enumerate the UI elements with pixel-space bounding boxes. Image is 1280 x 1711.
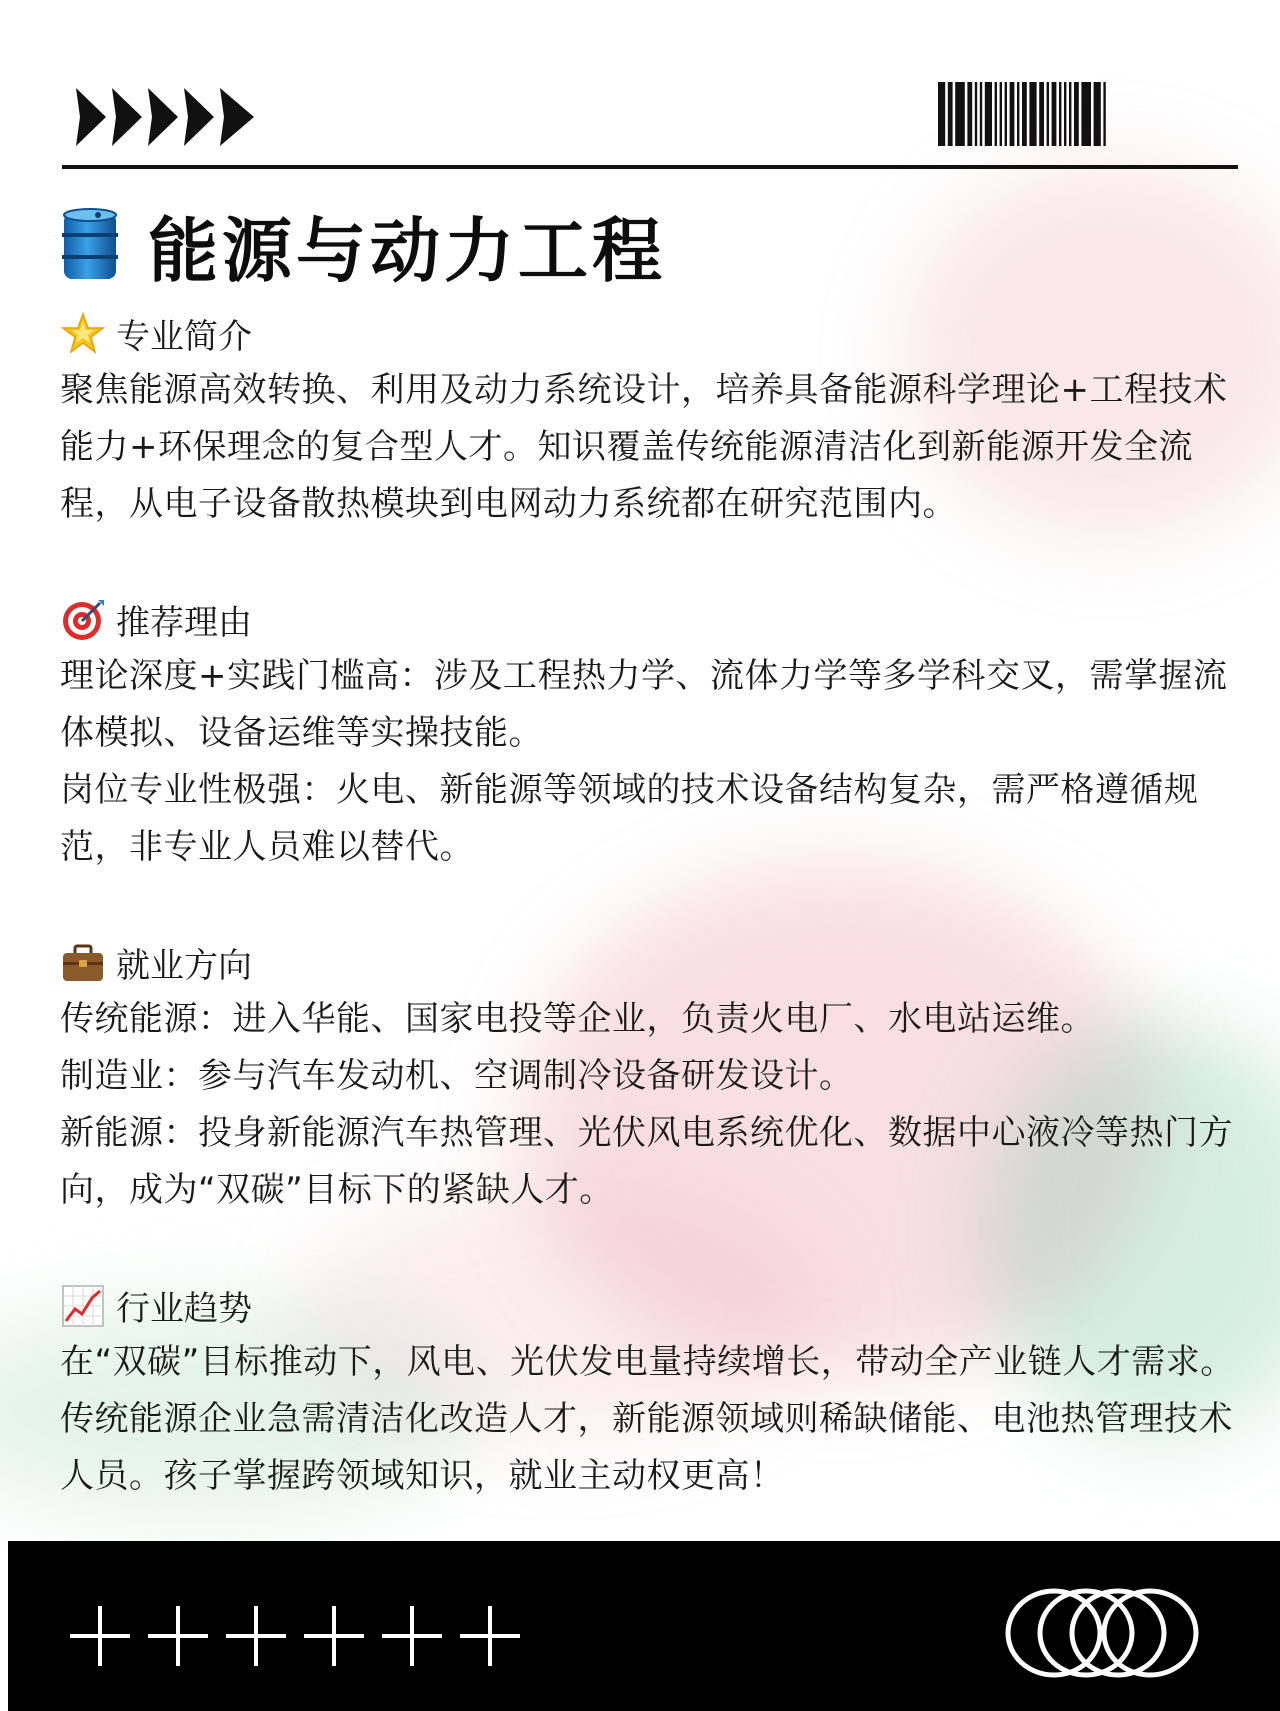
section-title: 就业方向 bbox=[116, 946, 252, 986]
header-rule bbox=[62, 165, 1238, 169]
content bbox=[60, 305, 1240, 1505]
section-heading bbox=[60, 305, 1240, 362]
chart-increasing-icon bbox=[60, 1283, 106, 1329]
section-intro bbox=[60, 305, 1240, 533]
briefcase-icon bbox=[60, 940, 106, 986]
section-heading bbox=[60, 934, 1240, 991]
paragraph: 制造业：参与汽车发动机、空调制冷设备研发设计。 bbox=[60, 1056, 854, 1096]
glowing-star-icon bbox=[60, 311, 106, 357]
section-trends bbox=[60, 1277, 1240, 1505]
footer-bar bbox=[8, 1541, 1280, 1711]
page-title: 能源与动力工程 bbox=[148, 209, 666, 292]
six-plus-signs-icon bbox=[70, 1601, 540, 1671]
paragraph: 岗位专业性极强：火电、新能源等领域的技术设备结构复杂，需严格遵循规范，非专业人员难以替代。 bbox=[60, 770, 1199, 867]
paragraph: 聚焦能源高效转换、利用及动力系统设计，培养具备能源科学理论+工程技术能力+环保理念的复合型人才。知识覆盖传统能源清洁化到新能源开发全流程，从电子设备散热模块到电网动力系统都在研究范围内。 bbox=[60, 370, 1228, 524]
title-row bbox=[60, 205, 666, 292]
section-heading bbox=[60, 1277, 1240, 1334]
target-icon bbox=[60, 597, 106, 643]
paragraph: 新能源：投身新能源汽车热管理、光伏风电系统优化、数据中心液冷等热门方向，成为“双碳”目标下的紧缺人才。 bbox=[60, 1113, 1233, 1210]
barcode-icon bbox=[938, 82, 1240, 146]
paragraph: 理论深度+实践门槛高：涉及工程热力学、流体力学等多学科交叉，需掌握流体模拟、设备运维等实操技能。 bbox=[60, 656, 1228, 753]
interlocking-rings-icon bbox=[1002, 1587, 1202, 1679]
section-title: 推荐理由 bbox=[116, 603, 252, 643]
paragraph: 在“双碳”目标推动下，风电、光伏发电量持续增长，带动全产业链人才需求。传统能源企业急需清洁化改造人才，新能源领域则稀缺储能、电池热管理技术人员。孩子掌握跨领域知识，就业主动权更高！ bbox=[60, 1342, 1235, 1496]
paragraph: 传统能源：进入华能、国家电投等企业，负责火电厂、水电站运维。 bbox=[60, 999, 1095, 1039]
section-title: 行业趋势 bbox=[116, 1289, 252, 1329]
five-play-arrows-icon bbox=[76, 84, 256, 150]
oil-barrel-icon bbox=[60, 207, 120, 283]
section-title: 专业简介 bbox=[116, 317, 252, 357]
section-heading bbox=[60, 591, 1240, 648]
section-careers bbox=[60, 934, 1240, 1219]
section-reasons bbox=[60, 591, 1240, 876]
